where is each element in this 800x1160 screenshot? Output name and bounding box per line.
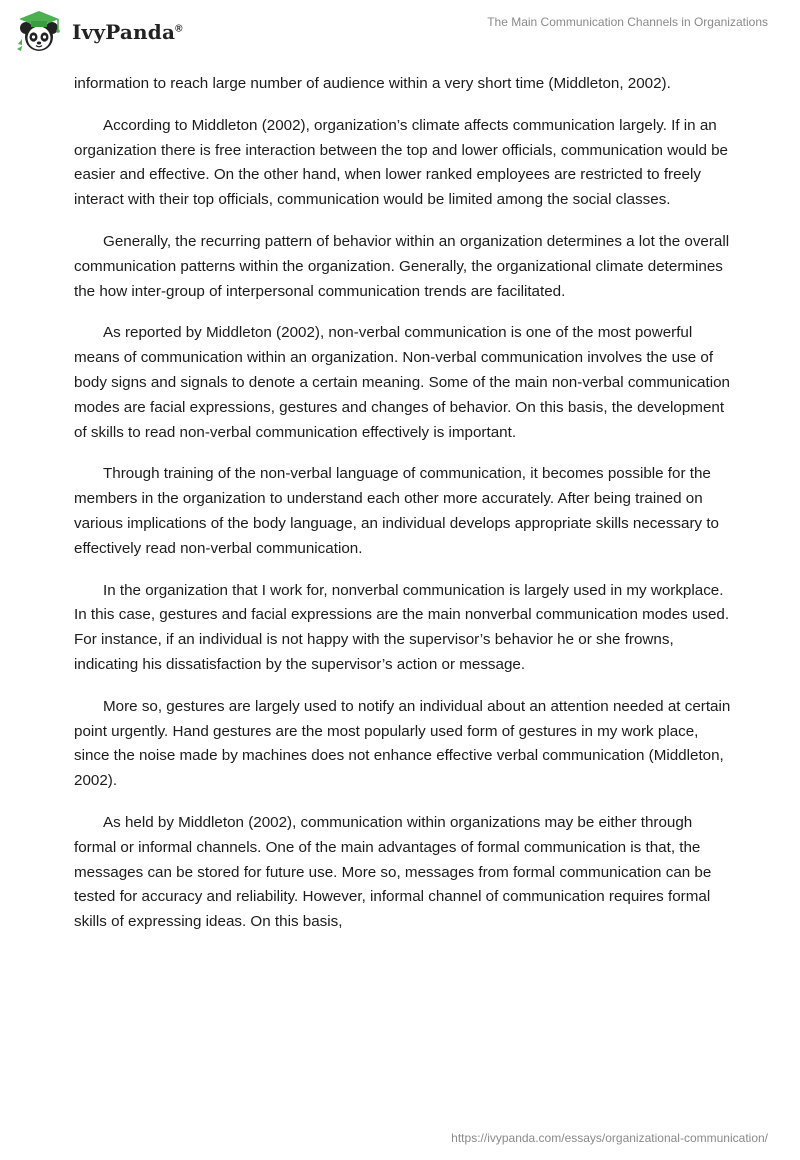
panda-graduation-cap-icon xyxy=(14,8,66,56)
page-header xyxy=(0,0,800,70)
paragraph: Generally, the recurring pattern of behavior within an organization determines a lot the overall communication patterns within the organization. Generally, the organizational climate determines the how inter-group of interpersonal communication trends are facilitated. xyxy=(74,232,730,300)
paragraph: According to Middleton (2002), organization’s climate affects communication largely. If in an organization there is free interaction between the top and lower officials, communication would be easier and effective. On the other hand, when lower ranked employees are restricted to freely interact with their top officials, communication would be limited among the social classes. xyxy=(74,116,729,209)
document-title: The Main Communication Channels in Organizations xyxy=(487,15,768,29)
source-url[interactable]: https://ivypanda.com/essays/organizational-communication/ xyxy=(451,1131,768,1145)
paragraph: Through training of the non-verbal language of communication, it becomes possible for the members in the organization to understand each other more accurately. After being trained on various implications of the body language, an individual develops appropriate skills necessary to effectively read non-verbal communication. xyxy=(74,465,720,557)
paragraph: More so, gestures are largely used to notify an individual about an attention needed at certain point urgently. Hand gestures are the most popularly used form of gestures in my work place, since the noise made by machines does not enhance effective verbal communication (Middleton, 2002). xyxy=(74,697,731,790)
paragraph: As held by Middleton (2002), communication within organizations may be either through formal or informal channels. One of the main advantages of formal communication is that, the messages can be stored for future use. More so, messages from formal communication can be tested for accuracy and reliability. However, informal channel of communication requires formal skills of expressing ideas. On this basis, xyxy=(74,813,712,931)
paragraph: As reported by Middleton (2002), non-verbal communication is one of the most powerful means of communication within an organization. Non-verbal communication involves the use of body signs and signals to denote a certain meaning. Some of the main non-verbal communication modes are facial expressions, gestures and changes of behavior. On this basis, the development of skills to read non-verbal communication effectively is important. xyxy=(74,324,730,441)
paragraph: information to reach large number of audience within a very short time (Middleton, 2002). xyxy=(74,75,671,92)
essay-body xyxy=(74,72,734,952)
ivypanda-logo[interactable] xyxy=(14,8,194,56)
paragraph: In the organization that I work for, nonverbal communication is largely used in my workplace. In this case, gestures and facial expressions are the main nonverbal communication modes used. For instance, if an individual is not happy with the supervisor’s behavior he or she frowns, indicating his dissatisfaction by the supervisor’s action or message. xyxy=(74,581,730,673)
brand-name: IvyPanda® xyxy=(72,20,183,44)
